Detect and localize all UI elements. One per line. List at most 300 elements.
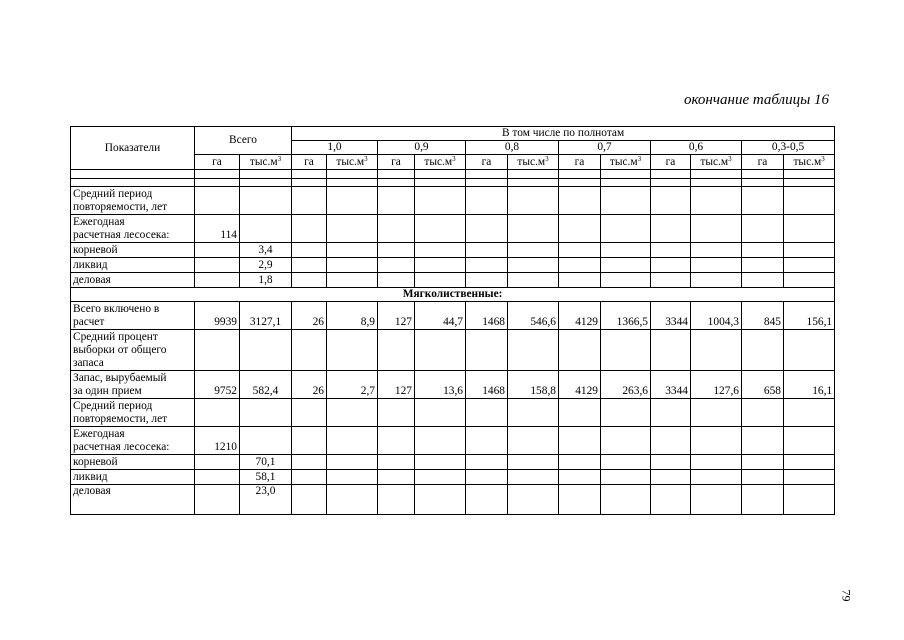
value-cell (508, 273, 559, 288)
value-cell: 1366,5 (601, 302, 651, 330)
table-cell (508, 179, 559, 187)
value-cell (240, 187, 292, 215)
row-label (71, 302, 195, 330)
table-cell (466, 170, 508, 179)
value-cell (691, 258, 742, 273)
value-cell (292, 187, 327, 215)
unit-superscript: 3 (728, 155, 732, 163)
table-cell (651, 179, 691, 187)
value-cell (742, 470, 784, 485)
row-label (71, 427, 195, 455)
table-row (71, 273, 835, 288)
value-cell (691, 187, 742, 215)
header-unit-thousand (784, 155, 835, 170)
table-row (71, 399, 835, 427)
table-cell (784, 170, 835, 179)
value-cell: 70,1 (240, 455, 292, 470)
table-cell (378, 179, 415, 187)
header-unit-thousand (415, 155, 466, 170)
value-cell: 2,7 (327, 371, 378, 399)
value-cell (784, 470, 835, 485)
value-cell (195, 470, 240, 485)
header-unit-thousand (691, 155, 742, 170)
section-row (71, 288, 835, 302)
value-cell: 158,8 (508, 371, 559, 399)
row-label-line: расчет (73, 316, 105, 328)
table-cell (559, 170, 601, 179)
table-cell (71, 170, 195, 179)
value-cell (378, 187, 415, 215)
row-label-line: Средний период (73, 400, 153, 412)
table-caption: окончание таблицы 16 (683, 92, 829, 108)
value-cell (292, 330, 327, 371)
value-cell (559, 485, 601, 515)
value-cell (742, 243, 784, 258)
header-unit-ha: га (466, 155, 508, 170)
value-cell (691, 273, 742, 288)
row-label (71, 371, 195, 399)
value-cell (691, 399, 742, 427)
row-label (71, 455, 195, 470)
value-cell (742, 273, 784, 288)
value-cell (466, 187, 508, 215)
unit-superscript: 3 (545, 155, 549, 163)
data-table (70, 126, 835, 515)
value-cell (415, 258, 466, 273)
value-cell (466, 258, 508, 273)
value-cell (327, 455, 378, 470)
value-cell (559, 215, 601, 243)
value-cell (508, 399, 559, 427)
value-cell (378, 485, 415, 515)
header-density-3: 0,7 (559, 141, 651, 155)
value-cell (292, 470, 327, 485)
value-cell (601, 455, 651, 470)
value-cell (466, 273, 508, 288)
value-cell (691, 215, 742, 243)
value-cell: 16,1 (784, 371, 835, 399)
value-cell: 8,9 (327, 302, 378, 330)
table-cell (651, 170, 691, 179)
value-cell (292, 427, 327, 455)
value-cell (292, 258, 327, 273)
row-label-line: деловая (73, 274, 111, 286)
value-cell (240, 427, 292, 455)
unit-text: тыс.м (424, 156, 453, 168)
header-unit-ha: га (292, 155, 327, 170)
value-cell (327, 470, 378, 485)
section-title: Мягколиственные: (71, 288, 835, 302)
value-cell (327, 330, 378, 371)
row-label-line: Ежегодная (73, 216, 125, 228)
unit-superscript: 3 (821, 155, 825, 163)
unit-text: тыс.м (336, 156, 365, 168)
value-cell (742, 330, 784, 371)
value-cell (601, 258, 651, 273)
value-cell (466, 455, 508, 470)
value-cell: 1468 (466, 371, 508, 399)
value-cell (195, 187, 240, 215)
table-cell (378, 170, 415, 179)
table-cell (691, 170, 742, 179)
value-cell (559, 187, 601, 215)
value-cell (651, 470, 691, 485)
value-cell (327, 273, 378, 288)
value-cell (195, 273, 240, 288)
value-cell (240, 399, 292, 427)
value-cell: 546,6 (508, 302, 559, 330)
table-cell (240, 170, 292, 179)
value-cell (195, 485, 240, 515)
header-unit-thousand (240, 155, 292, 170)
value-cell (327, 258, 378, 273)
value-cell (415, 399, 466, 427)
unit-text: тыс.м (249, 156, 278, 168)
table-cell (292, 179, 327, 187)
value-cell (601, 243, 651, 258)
value-cell (415, 187, 466, 215)
value-cell (601, 399, 651, 427)
value-cell (195, 243, 240, 258)
value-cell: 3127,1 (240, 302, 292, 330)
value-cell (378, 215, 415, 243)
row-label-line: за один прием (73, 385, 142, 397)
value-cell (601, 187, 651, 215)
unit-superscript: 3 (452, 155, 456, 163)
value-cell (601, 485, 651, 515)
row-label (71, 243, 195, 258)
row-label-line: деловая (73, 485, 111, 497)
header-unit-thousand (327, 155, 378, 170)
table-cell (195, 170, 240, 179)
value-cell (559, 470, 601, 485)
value-cell (327, 215, 378, 243)
header-density-5: 0,3-0,5 (742, 141, 835, 155)
spacer-row (71, 179, 835, 187)
value-cell (508, 187, 559, 215)
value-cell (195, 455, 240, 470)
table-cell (601, 179, 651, 187)
value-cell: 3,4 (240, 243, 292, 258)
table-row (71, 455, 835, 470)
row-label (71, 330, 195, 371)
value-cell (691, 330, 742, 371)
header-density-0: 1,0 (292, 141, 378, 155)
header-density-1: 0,9 (378, 141, 466, 155)
value-cell (742, 215, 784, 243)
table-cell (415, 170, 466, 179)
value-cell (784, 215, 835, 243)
value-cell (378, 243, 415, 258)
value-cell (691, 470, 742, 485)
value-cell: 26 (292, 302, 327, 330)
value-cell (784, 455, 835, 470)
value-cell (691, 455, 742, 470)
value-cell (559, 455, 601, 470)
value-cell (378, 330, 415, 371)
table-cell (327, 170, 378, 179)
table-cell (240, 179, 292, 187)
value-cell: 1210 (195, 427, 240, 455)
header-unit-thousand (508, 155, 559, 170)
value-cell (415, 485, 466, 515)
row-label-line: повторяемости, лет (73, 201, 168, 213)
value-cell (327, 485, 378, 515)
value-cell (466, 330, 508, 371)
value-cell (327, 427, 378, 455)
value-cell (292, 399, 327, 427)
unit-superscript: 3 (364, 155, 368, 163)
value-cell (415, 427, 466, 455)
header-density-2: 0,8 (466, 141, 559, 155)
header-unit-ha: га (742, 155, 784, 170)
value-cell: 658 (742, 371, 784, 399)
value-cell (559, 427, 601, 455)
value-cell (742, 455, 784, 470)
unit-text: тыс.м (609, 156, 638, 168)
header-indicators: Показатели (71, 127, 195, 170)
value-cell: 9752 (195, 371, 240, 399)
value-cell (691, 243, 742, 258)
table-row (71, 187, 835, 215)
value-cell (466, 470, 508, 485)
header-unit-thousand (601, 155, 651, 170)
value-cell: 3344 (651, 371, 691, 399)
value-cell (415, 215, 466, 243)
value-cell (784, 187, 835, 215)
value-cell (378, 273, 415, 288)
header-total: Всего (195, 127, 292, 155)
value-cell (415, 273, 466, 288)
table-cell (466, 179, 508, 187)
value-cell (784, 399, 835, 427)
table-body (71, 170, 835, 515)
row-label (71, 470, 195, 485)
value-cell (466, 427, 508, 455)
value-cell (651, 330, 691, 371)
value-cell: 3344 (651, 302, 691, 330)
row-label (71, 215, 195, 243)
value-cell (415, 455, 466, 470)
page-number: 79 (839, 589, 854, 602)
value-cell: 26 (292, 371, 327, 399)
value-cell: 156,1 (784, 302, 835, 330)
table-cell (691, 179, 742, 187)
value-cell: 582,4 (240, 371, 292, 399)
value-cell (601, 273, 651, 288)
value-cell (292, 455, 327, 470)
row-label (71, 258, 195, 273)
value-cell: 263,6 (601, 371, 651, 399)
header-unit-ha: га (559, 155, 601, 170)
value-cell (378, 470, 415, 485)
value-cell: 1468 (466, 302, 508, 330)
row-label-line: корневой (73, 456, 118, 468)
value-cell (508, 427, 559, 455)
value-cell (195, 258, 240, 273)
value-cell (742, 258, 784, 273)
value-cell: 44,7 (415, 302, 466, 330)
value-cell: 58,1 (240, 470, 292, 485)
value-cell (601, 215, 651, 243)
table-row (71, 427, 835, 455)
table-row (71, 330, 835, 371)
value-cell (378, 455, 415, 470)
table-cell (784, 179, 835, 187)
value-cell (508, 243, 559, 258)
value-cell (466, 399, 508, 427)
table-cell (195, 179, 240, 187)
row-label-line: Средний период (73, 188, 153, 200)
value-cell (415, 330, 466, 371)
value-cell: 1004,3 (691, 302, 742, 330)
value-cell: 23,0 (240, 485, 292, 515)
unit-superscript: 3 (637, 155, 642, 163)
header-unit-ha: га (651, 155, 691, 170)
unit-text: тыс.м (700, 156, 729, 168)
value-cell (784, 427, 835, 455)
value-cell: 127,6 (691, 371, 742, 399)
value-cell (378, 258, 415, 273)
value-cell: 127 (378, 371, 415, 399)
value-cell (559, 399, 601, 427)
table-cell (742, 179, 784, 187)
row-label-line: Всего включено в (73, 303, 160, 315)
value-cell (784, 273, 835, 288)
row-label-line: Средний процент (73, 331, 158, 343)
value-cell (742, 427, 784, 455)
value-cell (559, 273, 601, 288)
value-cell (195, 330, 240, 371)
value-cell (240, 330, 292, 371)
row-label-line: запаса (73, 357, 104, 369)
table-cell (742, 170, 784, 179)
table-cell (292, 170, 327, 179)
value-cell (651, 243, 691, 258)
table-cell (559, 179, 601, 187)
value-cell (466, 215, 508, 243)
value-cell (691, 485, 742, 515)
value-cell (508, 330, 559, 371)
value-cell (508, 470, 559, 485)
header-by-density: В том числе по полнотам (292, 127, 835, 141)
value-cell (415, 470, 466, 485)
value-cell (784, 243, 835, 258)
row-label-line: ликвид (73, 259, 108, 271)
value-cell (292, 273, 327, 288)
value-cell (651, 215, 691, 243)
value-cell (651, 427, 691, 455)
value-cell (466, 485, 508, 515)
value-cell (508, 455, 559, 470)
table-row (71, 485, 835, 515)
value-cell: 127 (378, 302, 415, 330)
table-row (71, 302, 835, 330)
value-cell (784, 485, 835, 515)
unit-text: тыс.м (793, 156, 822, 168)
value-cell (651, 399, 691, 427)
value-cell (292, 243, 327, 258)
value-cell (195, 399, 240, 427)
table-row (71, 258, 835, 273)
value-cell (327, 243, 378, 258)
value-cell (742, 187, 784, 215)
value-cell (508, 215, 559, 243)
value-cell (601, 427, 651, 455)
value-cell (466, 243, 508, 258)
row-label (71, 485, 195, 515)
value-cell (292, 215, 327, 243)
value-cell (292, 485, 327, 515)
value-cell (559, 258, 601, 273)
row-label-line: ликвид (73, 471, 108, 483)
unit-text: тыс.м (517, 156, 546, 168)
header-unit-ha: га (378, 155, 415, 170)
row-label-line: Запас, вырубаемый (73, 372, 167, 384)
value-cell (601, 330, 651, 371)
value-cell (651, 455, 691, 470)
value-cell (508, 258, 559, 273)
value-cell: 4129 (559, 371, 601, 399)
header-density-4: 0,6 (651, 141, 742, 155)
row-label (71, 273, 195, 288)
table-cell (327, 179, 378, 187)
value-cell (601, 470, 651, 485)
value-cell: 845 (742, 302, 784, 330)
value-cell (742, 399, 784, 427)
table-row (71, 371, 835, 399)
value-cell: 1,8 (240, 273, 292, 288)
value-cell (327, 399, 378, 427)
value-cell: 114 (195, 215, 240, 243)
value-cell (742, 485, 784, 515)
spacer-row (71, 170, 835, 179)
row-label-line: расчетная лесосека: (73, 441, 170, 453)
value-cell (651, 187, 691, 215)
value-cell: 13,6 (415, 371, 466, 399)
value-cell (651, 258, 691, 273)
unit-superscript: 3 (277, 155, 282, 163)
value-cell (378, 427, 415, 455)
value-cell (784, 330, 835, 371)
value-cell (691, 427, 742, 455)
table-row (71, 215, 835, 243)
value-cell (651, 273, 691, 288)
value-cell (378, 399, 415, 427)
value-cell: 4129 (559, 302, 601, 330)
table-cell (71, 179, 195, 187)
row-label-line: повторяемости, лет (73, 413, 168, 425)
table-cell (508, 170, 559, 179)
value-cell (559, 243, 601, 258)
value-cell: 2,9 (240, 258, 292, 273)
row-label-line: выборки от общего (73, 344, 167, 356)
row-label-line: расчетная лесосека: (73, 229, 170, 241)
table-cell (415, 179, 466, 187)
row-label (71, 399, 195, 427)
header-unit-ha: га (195, 155, 240, 170)
value-cell (415, 243, 466, 258)
value-cell (327, 187, 378, 215)
table-row (71, 243, 835, 258)
table-cell (601, 170, 651, 179)
value-cell (784, 258, 835, 273)
table-row (71, 470, 835, 485)
row-label (71, 187, 195, 215)
value-cell: 9939 (195, 302, 240, 330)
value-cell (508, 485, 559, 515)
value-cell (651, 485, 691, 515)
